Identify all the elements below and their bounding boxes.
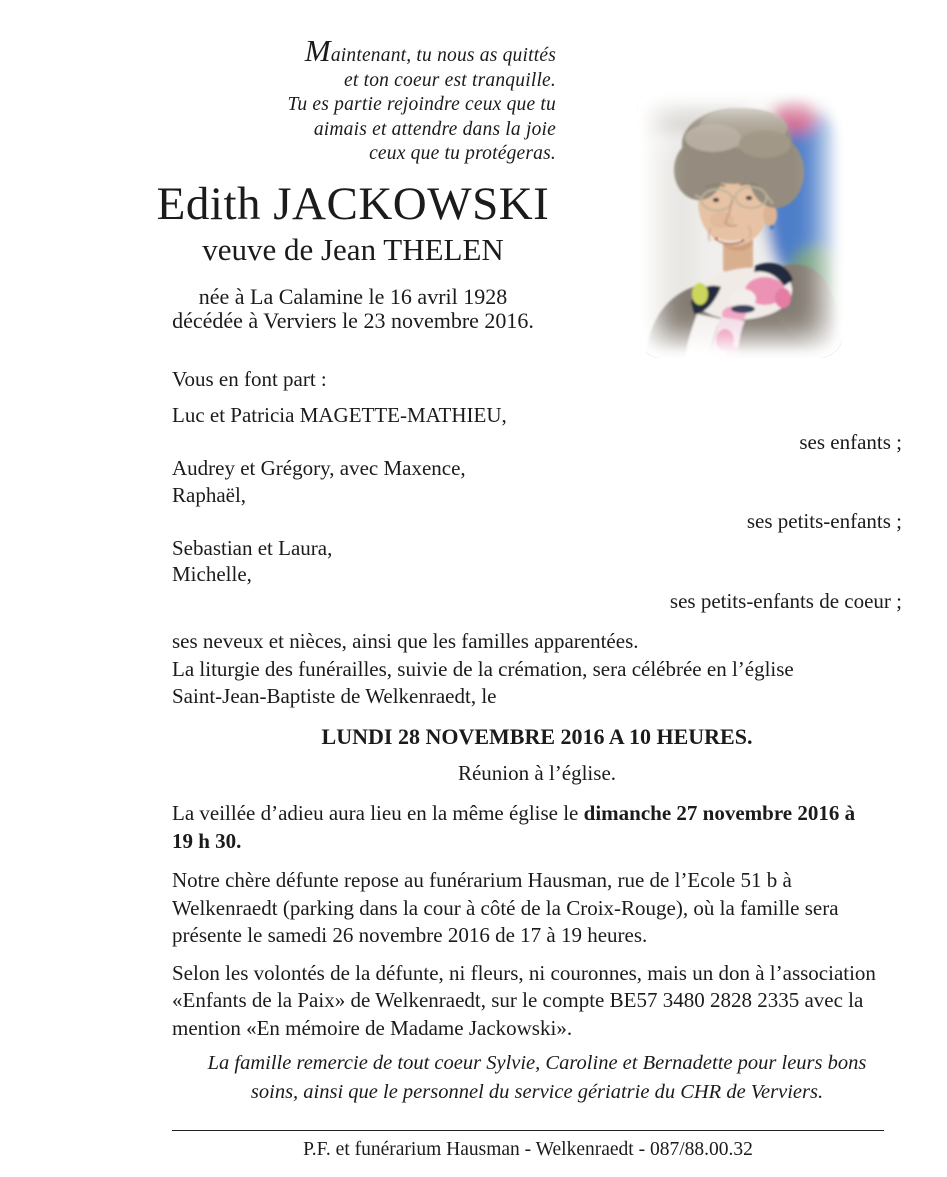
epigraph	[150, 33, 556, 167]
vigil-time-bold: 19 h 30.	[172, 828, 242, 853]
announcement-body	[172, 366, 902, 1107]
deceased-block	[140, 178, 566, 333]
announcement-intro: Vous en font part :	[172, 367, 327, 391]
donation-line: Selon les volontés de la défunte, ni fleurs, ni couronnes, mais un don à l’association	[172, 960, 876, 985]
death-line: décédée à Verviers le 23 novembre 2016.	[172, 308, 534, 333]
epigraph-line: ceux que tu protégeras.	[369, 143, 556, 164]
portrait-photo-graphic	[637, 88, 843, 358]
ceremony-datetime: LUNDI 28 NOVEMBRE 2016 A 10 HEURES.	[321, 724, 753, 749]
epigraph-line	[150, 33, 556, 69]
repose-line: Welkenraedt (parking dans la cour à côté de la Croix-Rouge), où la famille sera	[172, 895, 839, 920]
family-name-line: Raphaël,	[172, 482, 247, 507]
vigil-date-bold: dimanche 27 novembre 2016 à	[583, 801, 856, 825]
family-name-line: Luc et Patricia MAGETTE-MATHIEU,	[172, 403, 507, 427]
thanks-paragraph	[172, 1049, 902, 1107]
epigraph-line: aimais et attendre dans la joie	[313, 118, 556, 140]
birth-line: née à La Calamine le 16 avril 1928	[198, 284, 508, 309]
vigil-text: La veillée d’adieu aura lieu en la même église le	[172, 801, 584, 825]
family-role-line: ses petits-enfants ;	[746, 509, 902, 533]
thanks-line: La famille remercie de tout coeur Sylvie, Caroline et Bernadette pour leurs bons	[207, 1052, 867, 1074]
portrait-photo	[637, 88, 843, 358]
liturgy-paragraph	[172, 656, 902, 710]
epigraph-line: et ton coeur est tranquille.	[344, 69, 556, 91]
liturgy-line: Saint-Jean-Baptiste de Welkenraedt, le	[172, 684, 497, 708]
deceased-dates	[140, 285, 566, 333]
repose-line: présente le samedi 26 novembre 2016 de 17 à 19 heures.	[172, 923, 648, 947]
repose-paragraph	[172, 867, 902, 950]
donation-line: «Enfants de la Paix» de Welkenraedt, sur le compte BE57 3480 2828 2335 avec la	[172, 988, 864, 1012]
footer-funeral-home: P.F. et funérarium Hausman - Welkenraedt - 087/88.00.32	[303, 1139, 753, 1160]
epigraph-line: Tu es partie rejoindre ceux que tu	[287, 94, 556, 115]
family-name-line: Sebastian et Laura,	[172, 535, 333, 560]
family-role-line: ses enfants ;	[799, 429, 902, 454]
donation-line: mention «En mémoire de Madame Jackowski».	[172, 1015, 573, 1040]
thanks-line: soins, ainsi que le personnel du service gériatrie du CHR de Verviers.	[250, 1081, 824, 1103]
footer-divider	[172, 1130, 884, 1131]
vigil-paragraph	[172, 800, 902, 855]
epigraph-line-text: aintenant, tu nous as quittés	[330, 45, 556, 66]
deceased-name: Edith JACKOWSKI	[156, 178, 550, 230]
family-name-line: Michelle,	[172, 562, 252, 586]
relatives-line: ses neveux et nièces, ainsi que les familles apparentées.	[172, 629, 639, 653]
liturgy-line: La liturgie des funérailles, suivie de la crémation, sera célébrée en l’église	[172, 657, 794, 681]
deceased-relation: veuve de Jean THELEN	[202, 232, 504, 267]
church-meeting-line: Réunion à l’église.	[457, 761, 617, 785]
donation-paragraph	[172, 960, 902, 1043]
family-role-line: ses petits-enfants de coeur ;	[669, 588, 902, 613]
repose-line: Notre chère défunte repose au funérarium Hausman, rue de l’Ecole 51 b à	[172, 868, 792, 892]
vigil-line	[172, 800, 902, 828]
epigraph-initial: M	[304, 33, 331, 68]
family-name-line: Audrey et Grégory, avec Maxence,	[172, 456, 466, 480]
vigil-line	[172, 828, 902, 856]
